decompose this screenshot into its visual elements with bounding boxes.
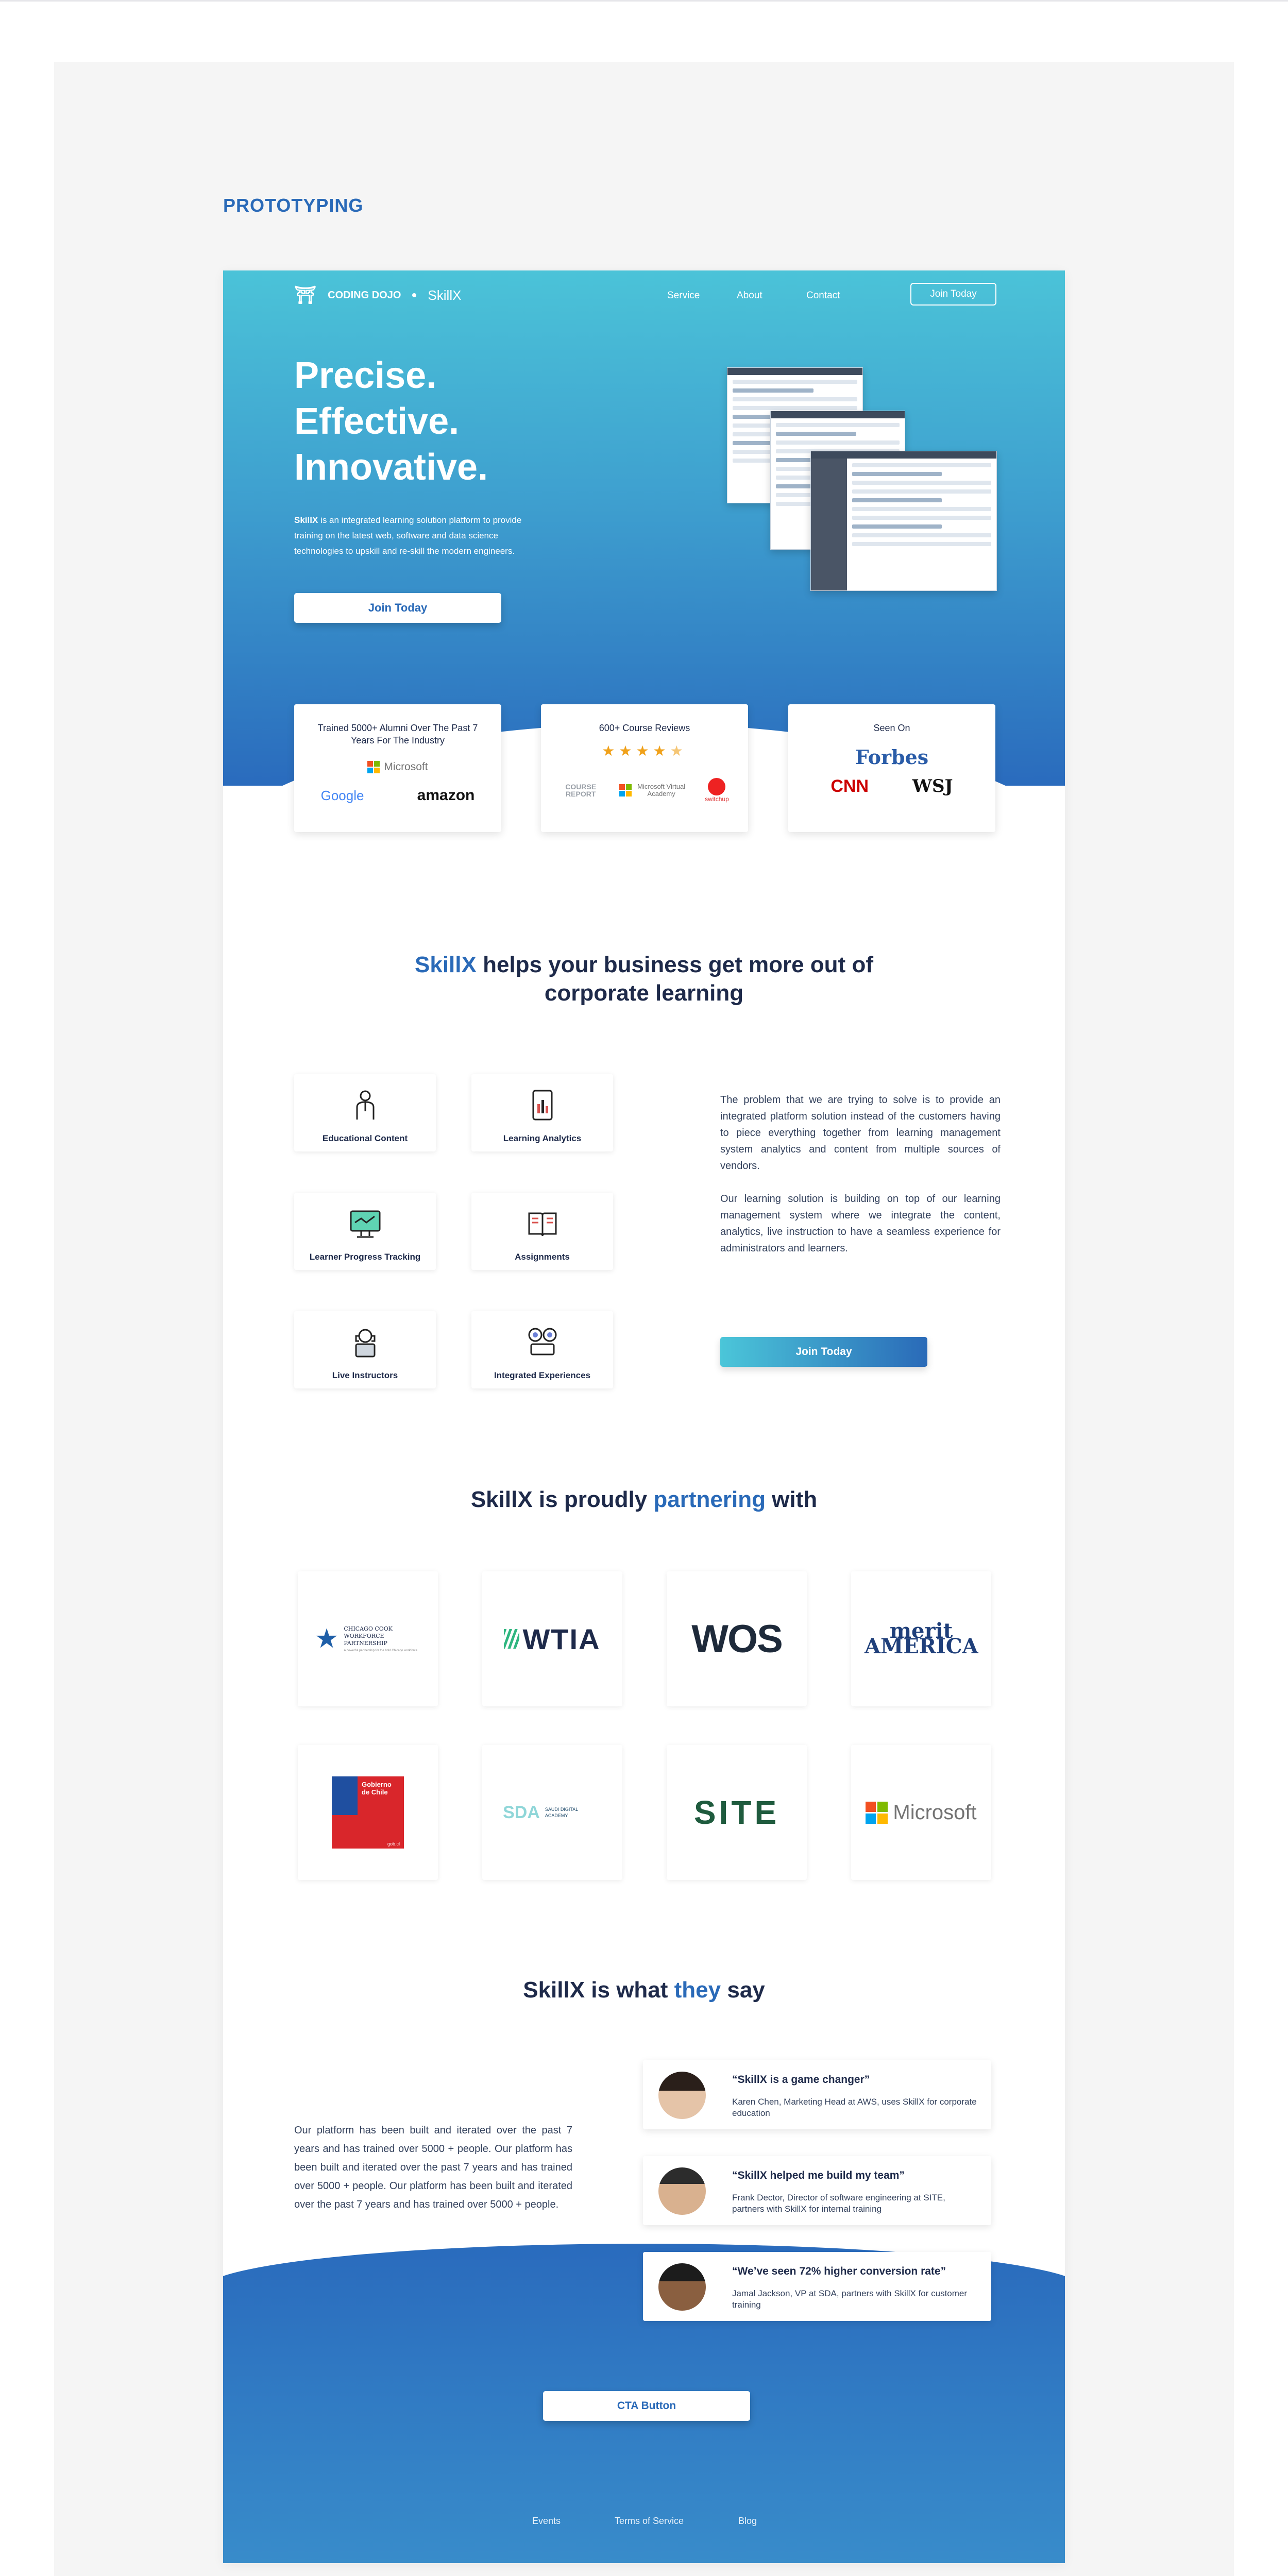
forbes-logo: Forbes <box>855 745 929 769</box>
feature-card-integrated-experiences[interactable] <box>471 1311 613 1388</box>
footer-links <box>532 2516 757 2527</box>
footer-link-blog[interactable]: Blog <box>738 2516 757 2526</box>
helps-heading-brand: SkillX <box>415 952 477 977</box>
hero-title-line: Precise. <box>294 355 437 396</box>
nav-link-service[interactable]: Service <box>667 290 700 301</box>
hero-title-line: Effective. <box>294 401 460 442</box>
rating-stars-icon: ★★★★★ <box>602 743 687 759</box>
monitor-progress-icon <box>349 1207 382 1240</box>
helps-heading-line2: corporate learning <box>544 980 744 1006</box>
stat-card-reviews <box>541 704 748 832</box>
feature-card-educational-content[interactable] <box>294 1074 436 1151</box>
nav-link-about[interactable]: About <box>737 290 762 301</box>
feature-card-assignments[interactable] <box>471 1193 613 1270</box>
avatar <box>658 2263 706 2311</box>
dojo-logo-text: CODING DOJO <box>328 290 401 301</box>
cnn-logo: CNN <box>831 776 869 796</box>
avatar <box>658 2167 706 2215</box>
testimonials-heading: SkillX is what they say <box>523 1977 765 2003</box>
feature-label: Educational Content <box>322 1133 408 1143</box>
course-report-logo: COURSE REPORT <box>565 783 597 798</box>
partner-logo-wtia[interactable]: WTIA <box>482 1571 622 1706</box>
microsoft-logo: Microsoft <box>294 761 501 773</box>
feature-label: Learner Progress Tracking <box>309 1252 421 1262</box>
feature-card-live-instructors[interactable] <box>294 1311 436 1388</box>
feature-label: Learning Analytics <box>503 1133 582 1143</box>
wtia-bars-icon <box>504 1629 519 1649</box>
footer-link-events[interactable]: Events <box>532 2516 561 2526</box>
solution-paragraph: Our learning solution is building on top of our learning management system where we integrate the content, analytics, live instruction to have a seamless experience for administrators and learners. <box>720 1193 1001 1254</box>
testimonials-heading-highlight: they <box>674 1977 721 2003</box>
testimonial-author: Jamal Jackson, VP at SDA, partners with SkillX for customer training <box>732 2289 968 2310</box>
stat-card-title: Trained 5000+ Alumni Over The Past 7 Years For The Industry <box>317 723 478 745</box>
feature-card-progress-tracking[interactable] <box>294 1193 436 1270</box>
hero-title-line: Innovative. <box>294 447 488 488</box>
stat-card-title: Seen On <box>873 723 910 733</box>
testimonial-quote: “We’ve seen 72% higher conversion rate” <box>732 2265 946 2277</box>
testimonial-card <box>643 2252 991 2321</box>
partners-heading: SkillX is proudly partnering with <box>470 1487 818 1512</box>
feature-label: Live Instructors <box>332 1370 398 1380</box>
hero-title <box>294 353 488 490</box>
testimonial-author: Karen Chen, Marketing Head at AWS, uses SkillX for corporate education <box>732 2097 977 2118</box>
avatar <box>658 2072 706 2119</box>
section-label: PROTOTYPING <box>223 195 364 216</box>
hero-join-button[interactable]: Join Today <box>294 593 501 623</box>
hero-desc-text: is an integrated learning solution platform to provide training on the latest web, software and data science technologies to upskill and re-skill the modern engineers. <box>294 515 522 556</box>
hero-desc-brand: SkillX <box>294 515 318 525</box>
book-icon <box>526 1207 559 1240</box>
vr-headset-icon <box>526 1326 559 1359</box>
partner-logo-wos[interactable]: WOS <box>667 1571 807 1706</box>
nav-link-contact[interactable]: Contact <box>806 290 840 301</box>
testimonials-paragraph: Our platform has been built and iterated over the past 7 years and has trained over 5000 + people. Our platform has been built and iterated over the past 7 years and has trained over 5000 + people. Our platform has been built and iterated over the past 7 years and has trained over 5000 + people. <box>294 2125 572 2210</box>
partner-logo-microsoft[interactable]: Microsoft <box>851 1745 991 1880</box>
testimonial-quote: “SkillX is a game changer” <box>732 2074 870 2086</box>
amazon-logo: amazon <box>417 787 475 804</box>
wsj-logo: WSJ <box>912 776 953 796</box>
features-join-button[interactable]: Join Today <box>720 1337 927 1367</box>
top-divider <box>0 0 1288 2</box>
dojo-logo-icon: ⛩ <box>294 285 317 306</box>
stat-card-seen-on <box>788 704 995 832</box>
partner-logo-site[interactable]: SITE <box>667 1745 807 1880</box>
nav-join-button[interactable]: Join Today <box>910 283 996 306</box>
testimonial-quote: “SkillX helped me build my team” <box>732 2170 905 2181</box>
star-icon: ★ <box>314 1624 339 1654</box>
partner-logo-merit-america[interactable]: merit AMERICA <box>851 1571 991 1706</box>
footer-link-terms[interactable]: Terms of Service <box>615 2516 684 2526</box>
feature-label: Assignments <box>515 1252 570 1262</box>
testimonial-author: Frank Dector, Director of software engineering at SITE, partners with SkillX for internal training <box>732 2193 945 2214</box>
helps-heading <box>223 951 1065 1007</box>
partners-heading-highlight: partnering <box>653 1487 766 1512</box>
cta-button[interactable]: CTA Button <box>543 2391 750 2421</box>
nav-logo[interactable] <box>294 285 461 306</box>
switchup-logo: switchup <box>705 778 729 803</box>
partner-logo-sda[interactable]: SDA SAUDI DIGITAL ACADEMY <box>482 1745 622 1880</box>
analytics-tablet-icon <box>526 1089 559 1122</box>
hero-description <box>294 513 525 559</box>
website-mockup <box>223 270 1065 2563</box>
stat-card-alumni <box>294 704 501 832</box>
nav-separator-dot <box>412 293 416 297</box>
stat-card-title: 600+ Course Reviews <box>599 723 690 733</box>
nav-brand: SkillX <box>428 287 462 303</box>
helps-heading-text: helps your business get more out of <box>476 952 873 977</box>
problem-paragraph: The problem that we are trying to solve is to provide an integrated platform solution instead of the customers having to piece everything together from learning management system analytics and content from multiple sources of vendors. <box>720 1094 1001 1172</box>
nav-links <box>667 290 876 301</box>
dashboard-screenshot-3 <box>810 451 997 591</box>
partner-logo-gobierno-chile[interactable]: Gobierno de Chile gob.cl <box>298 1745 438 1880</box>
partner-logo-chicago[interactable]: ★ CHICAGO COOK WORKFORCE PARTNERSHIP A powerful partnership for the bold Chicago workforce <box>298 1571 438 1706</box>
feature-label: Integrated Experiences <box>494 1370 591 1380</box>
feature-card-learning-analytics[interactable] <box>471 1074 613 1151</box>
instructor-icon <box>349 1326 382 1359</box>
google-logo: Google <box>320 787 364 803</box>
testimonial-card <box>643 2156 991 2225</box>
microsoft-squares-icon <box>866 1802 888 1824</box>
mva-logo: Microsoft Virtual Academy <box>619 783 687 798</box>
teacher-icon <box>349 1089 382 1122</box>
testimonial-card <box>643 2060 991 2129</box>
